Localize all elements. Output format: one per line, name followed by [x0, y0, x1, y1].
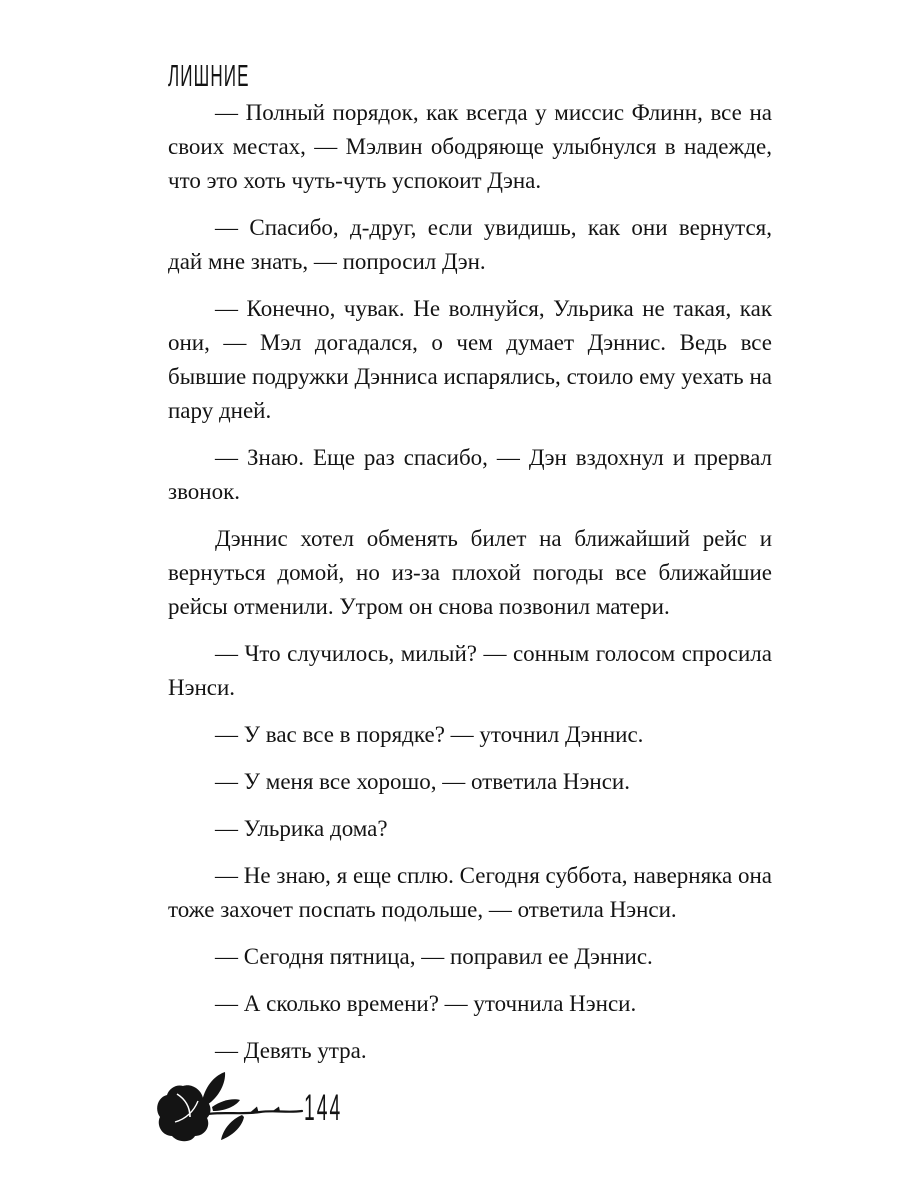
paragraph: — У вас все в порядке? — уточнил Дэннис.	[215, 722, 644, 747]
page-footer	[156, 1070, 378, 1146]
page-number: 144	[304, 1087, 343, 1128]
paragraph: — У меня все хорошо, — ответила Нэнси.	[215, 769, 630, 794]
paragraph: — Не знаю, я еще сплю. Сегодня суббота, наверняка она тоже захочет поспать подольше, — ответила Нэнси.	[168, 863, 772, 922]
paragraph: — Полный порядок, как всегда у миссис Флинн, все на своих местах, — Мэлвин ободряюще улыбнулся в надежде, что это хоть чуть-чуть успокоит Дэна.	[168, 100, 772, 193]
running-head-title: ЛИШНИЕ	[168, 58, 250, 93]
paragraph: — Сегодня пятница, — поправил ее Дэннис.	[215, 944, 653, 969]
paragraph: — Что случилось, милый? — сонным голосом спросила Нэнси.	[168, 641, 772, 700]
paragraph: — Ульрика дома?	[215, 816, 388, 841]
paragraph: — Знаю. Еще раз спасибо, — Дэн вздохнул и прервал звонок.	[168, 445, 772, 504]
text-body	[168, 96, 772, 1081]
paragraph: — А сколько времени? — уточнила Нэнси.	[215, 991, 637, 1016]
paragraph: — Девять утра.	[215, 1038, 367, 1063]
paragraph: Дэннис хотел обменять билет на ближайший рейс и вернуться домой, но из-за плохой погоды все ближайшие рейсы отменили. Утром он снова позвонил матери.	[168, 526, 772, 619]
paragraph: — Спасибо, д-друг, если увидишь, как они вернутся, дай мне знать, — попросил Дэн.	[168, 215, 772, 274]
paragraph: — Конечно, чувак. Не волнуйся, Ульрика не такая, как они, — Мэл догадался, о чем думает Дэннис. Ведь все бывшие подружки Дэнниса испарялись, стоило ему уехать на пару дней.	[168, 296, 772, 423]
rose-icon	[156, 1070, 308, 1146]
